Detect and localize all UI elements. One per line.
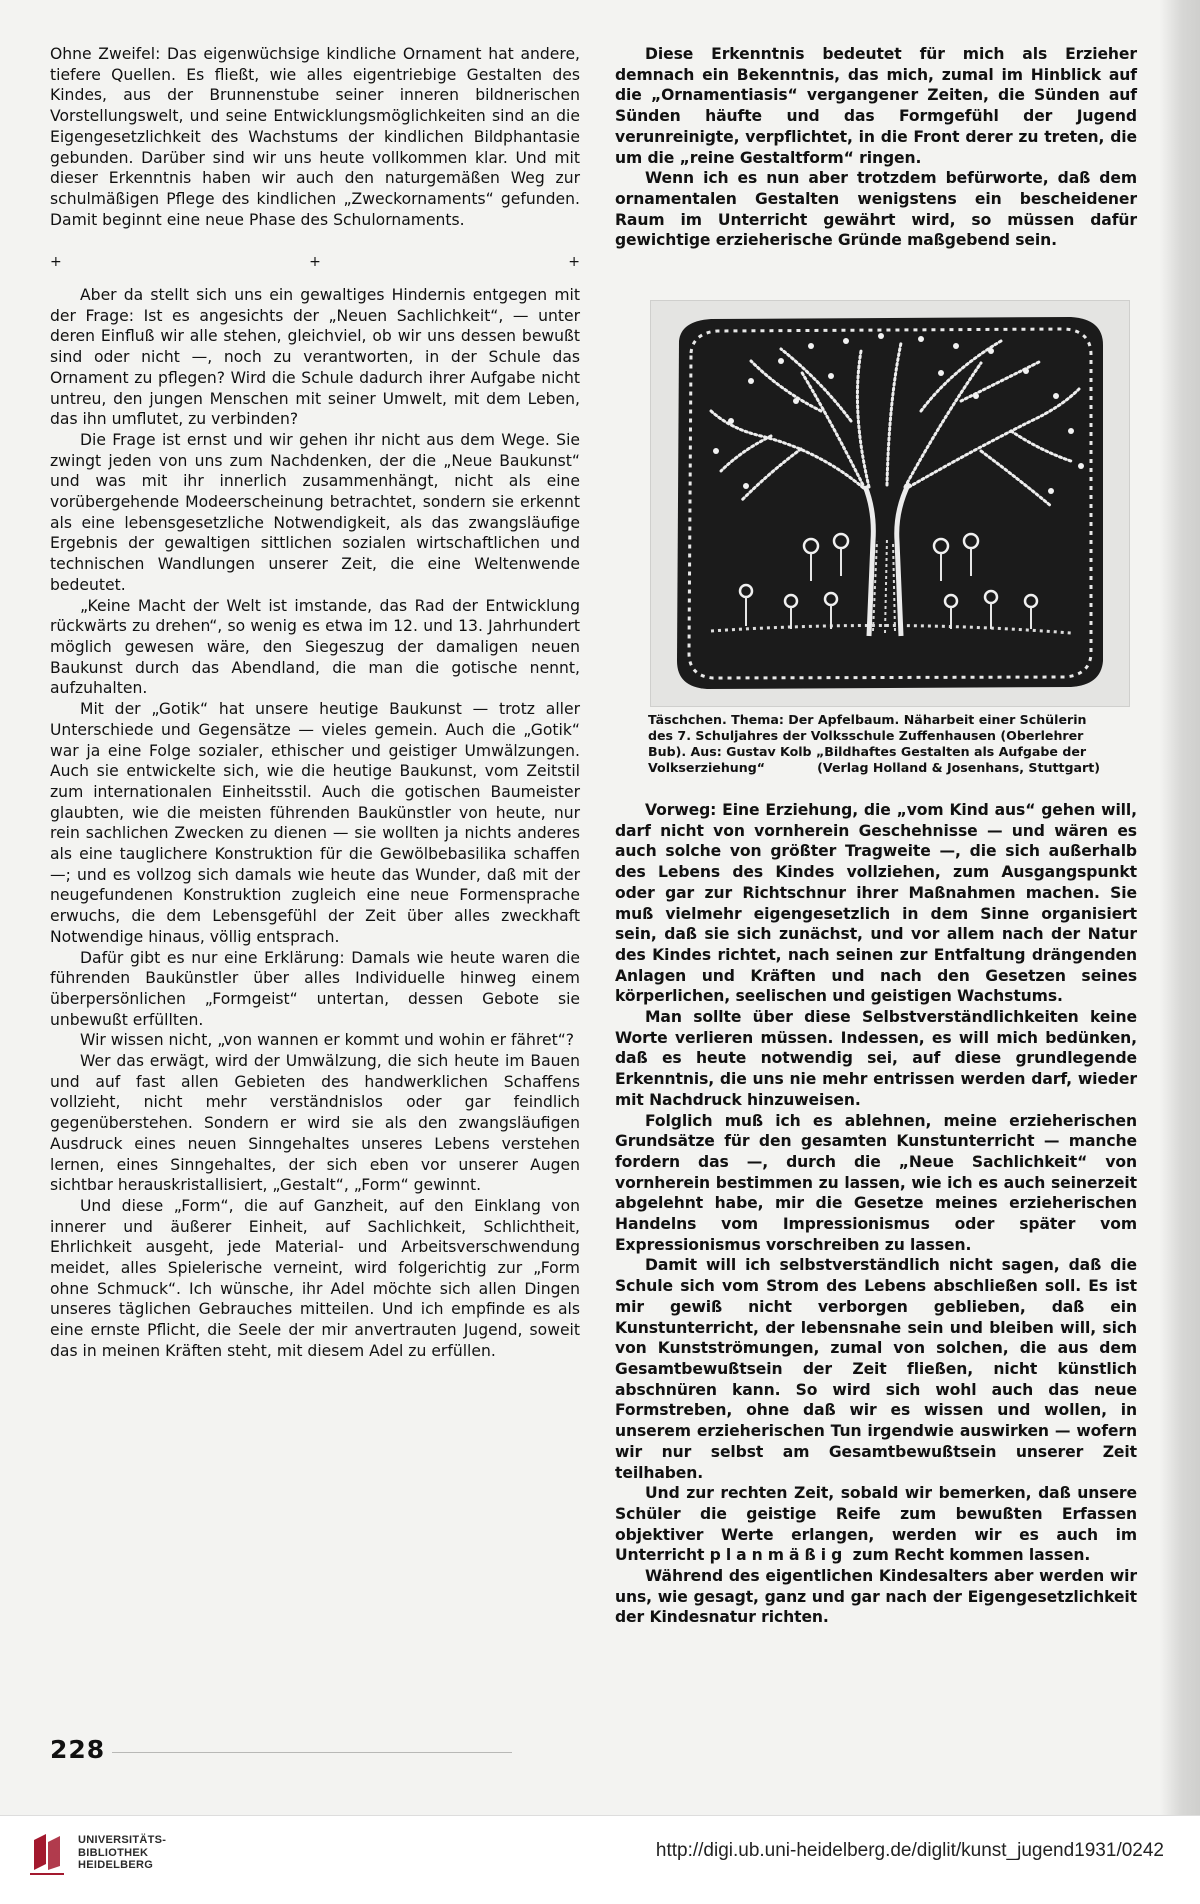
paragraph: Während des eigentlichen Kindesalters aber werden wir uns, wie gesagt, ganz und gar nach der Eigengesetzlichkeit der Kindesnatur richten. (615, 1567, 1137, 1627)
viewer-footer (0, 1815, 1200, 1904)
caption-last-left: Volkserziehung“ (648, 760, 766, 775)
left-text-column (50, 44, 580, 1362)
library-line: UNIVERSITÄTS- (78, 1834, 167, 1846)
paragraph: Und diese „Form“, die auf Ganzheit, auf den Einklang von innerer und äußerer Einheit, auf Sachlichkeit, Schlichtheit, Ehrlichkeit ausgeht, jede Material- und Arbeitsverschwendung meidet, alles Spielerische verneint, wird folgerichtig zur „Form ohne Schmuck“. Ich wünsche, ihr Adel möchte sich allen Dingen unseres täglichen Gebrauches mitteilen. Und ich empfinde es als eine ernste Pflicht, die Seele der mir anvertrauten Jugend, soweit das in meinen Kräften steht, mit diesem Adel zu erfüllen. (50, 1196, 580, 1360)
paragraph: Folglich muß ich es ablehnen, meine erzieherischen Grundsätze für den gesamten Kunstunterricht — manche fordern das —, durch die „Neue Sachlichkeit“ von vornherein bestimmen zu lassen, wie ich es auch seinerzeit abgelehnt habe, mir die Gesetze meines erzieherischen Handelns vom Impressionismus oder später vom Expressionismus vorschreiben zu lassen. (615, 1111, 1137, 1254)
section-separator (50, 252, 580, 273)
paragraph: Wer das erwägt, wird der Umwälzung, die sich heute im Bauen und auf fast allen Gebieten des handwerklichen Schaffens vollzieht, nicht mehr verständnislos oder gar feindlich gegenüberstehen. Sondern er wird sie als den zwangsläufigen Ausdruck eines neuen Sinngehaltes unseres Lebens verstehen lernen, eines Sinngehaltes, der sich eben vor unserer Augen sichtbar herauskristallisiert, „Gestalt“, „Form“ gewinnt. (50, 1052, 580, 1195)
text-run: Und zur rechten Zeit, sobald wir bemerken, daß unsere Schüler die geistige Reife zum bewußten Erfassen objektiver Werte erlangen, werden wir es auch im Unterricht (615, 1484, 1137, 1565)
paragraph (615, 1483, 1137, 1566)
paragraph: Aber da stellt sich uns ein gewaltiges Hindernis entgegen mit der Frage: Ist es angesichts der „Neuen Sachlichkeit“, — unter deren Einfluß wir alle stehen, gleichviel, ob wir uns dessen bewußt sind oder nicht —, noch zu verantworten, in der Schule das Ornament zu pflegen? Wird die Schule dadurch ihrer Aufgabe nicht untreu, den jungen Menschen mit seiner Umwelt, mit dem Leben, das ihn umflutet, zu verbinden? (50, 286, 580, 429)
separator-cross: + (50, 254, 62, 271)
right-text-column-top (615, 44, 1137, 251)
library-line: HEIDELBERG (78, 1859, 154, 1871)
caption-last-right: (Verlag Holland & Josenhans, Stuttgart) (817, 760, 1100, 775)
paragraph: Wir wissen nicht, „von wannen er kommt und wohin er fähret“? (80, 1031, 575, 1050)
library-line: BIBLIOTHEK (78, 1846, 149, 1859)
university-library-logo-icon (28, 1830, 70, 1876)
caption-line: des 7. Schuljahres der Volksschule Zuffenhausen (Oberlehrer (648, 728, 1084, 743)
right-text-column-bottom (615, 800, 1137, 1628)
source-url[interactable]: http://digi.ub.uni-heidelberg.de/diglit/kunst_jugend1931/0242 (655, 1840, 1164, 1861)
separator-cross: + (309, 254, 321, 271)
figure-caption (648, 712, 1100, 776)
paragraph: Dafür gibt es nur eine Erklärung: Damals wie heute waren die führenden Baukünstler über alles Individuelle hinweg einem überpersönlichen „Formgeist“ untertan, dessen Gebote sie unbewußt erfüllten. (50, 948, 580, 1029)
library-name (78, 1834, 166, 1872)
separator-cross: + (568, 254, 580, 271)
text-run: zum Recht kommen lassen. (847, 1546, 1091, 1565)
paragraph: Damit will ich selbstverständlich nicht sagen, daß die Schule sich vom Strom des Lebens abschließen soll. Es ist mir gewiß nicht verborgen geblieben, daß ein Kunstunterricht, der lebensnahe sein und bleiben will, sich von Kunstströmungen, zumal von solchen, die aus dem Gesamtbewußtsein der Zeit fließen, nicht künstlich abschnüren kann. So wird sich wohl auch das neue Formstreben, ohne daß wir es wissen und wollen, in unserem erzieherischen Tun irgendwie auswirken — wofern wir nur selbst am Gesamtbewußtsein unserer Zeit teilhaben. (615, 1256, 1137, 1482)
spaced-emphasis: planmäßig (709, 1546, 848, 1565)
apple-tree-embroidery-image (651, 301, 1129, 706)
paragraph: Die Frage ist ernst und wir gehen ihr nicht aus dem Wege. Sie zwingt jeden von uns zum Nachdenken, der die „Neue Baukunst“ und was mit ihr innerlich zusammenhängt, nicht als eine vorübergehende Modeerscheinung betrachtet, sondern sie erkennt als eine lebensgesetzliche Notwendigkeit, als das zwangsläufige Ergebnis der gewaltigen sittlichen sozialen wirtschaftlichen und technischen Wandlungen unserer Zeit, die eine Weltenwende bedeutet. (50, 430, 580, 594)
caption-line: Bub). Aus: Gustav Kolb „Bildhaftes Gestalten als Aufgabe der (648, 744, 1087, 759)
paragraph: Mit der „Gotik“ hat unsere heutige Baukunst — trotz aller Unterschiede und Gegensätze — vieles gemein. Auch die „Gotik“ war ja eine Folge sozialer, ethischer und geistiger Umwälzungen. Auch sie entwickelte sich, wie die heutige Baukunst, vom Zeitstil zum internationalen Einheitsstil. Auch die gotischen Baumeister glaubten, wie die meisten führenden Baukünstler von heute, nur rein sachlichen Zwecken zu dienen — sie wollten ja nichts anderes als eine tauglichere Konstruktion für die Gewölbebasilika schaffen —; und es vollzog sich damals wie heute das Wunder, daß mit der neugefundenen Konstruktion zugleich eine neue Formensprache erwuchs, die dem Lebensgefühl der Zeit über alles zweckhaft Notwendige hinaus, völlig entsprach. (50, 700, 580, 946)
paragraph: Wenn ich es nun aber trotzdem befürworte, daß dem ornamentalen Gestalten wenigstens ein bescheidener Raum im Unterricht gewährt wird, so müssen dafür gewichtige erzieherische Gründe maßgebend sein. (615, 169, 1137, 250)
embroidery-photo (650, 300, 1130, 707)
paragraph: Ohne Zweifel: Das eigenwüchsige kindliche Ornament hat andere, tiefere Quellen. Es fließt, wie alles eigentriebige Gestalten des Kindes, aus der Brunnenstube seiner inneren bildnerischen Vorstellungswelt, und seine Entwicklungsmöglichkeiten sind an die Eigengesetzlichkeit des Wachstums der kindlichen Bildphantasie gebunden. Darüber sind wir uns heute vollkommen klar. Und mit dieser Erkenntnis haben wir auch den naturgemäßen Weg zur schulmäßigen Pflege des kindlichen „Zweckornaments“ gefunden. Damit beginnt eine neue Phase des Schulornaments. (50, 45, 580, 229)
paragraph: Diese Erkenntnis bedeutet für mich als Erzieher demnach ein Bekenntnis, das mich, zumal im Hinblick auf die „Ornamentiasis“ vergangener Zeiten, die Sünden auf Sünden häufte und das Formgefühl der Jugend verunreinigte, verpflichtet, in die Front derer zu treten, die um die „reine Gestaltform“ ringen. (615, 45, 1137, 167)
caption-line: Täschchen. Thema: Der Apfelbaum. Näharbeit einer Schülerin (648, 712, 1087, 727)
caption-last-line (648, 760, 1100, 776)
paragraph: „Keine Macht der Welt ist imstande, das Rad der Entwicklung rückwärts zu drehen“, so wenig es etwa im 12. und 13. Jahrhundert möglich gewesen wäre, den Siegeszug der damaligen neuen Baukunst durch das Abendland, die man die gotische nennt, aufzuhalten. (50, 596, 580, 698)
paragraph: Vorweg: Eine Erziehung, die „vom Kind aus“ gehen will, darf nicht von vornherein Geschehnisse — und wären es auch solche von größter Tragweite —, die sich außerhalb des Lebens des Kindes vollziehen, zum Ausgangspunkt oder gar zur Richtschnur ihrer Maßnahmen machen. Sie muß vielmehr eigengesetzlich in dem Sinne organisiert sein, daß sie sich zunächst, und vor allem nach der Natur des Kindes richtet, nach seinen zur Entfaltung drängenden Anlagen und Kräften und nach den Gesetzen seines körperlichen, seelischen und geistigen Wachstums. (615, 801, 1137, 1006)
page-number-rule (112, 1752, 512, 1753)
page-number: 228 (50, 1735, 106, 1764)
paragraph: Man sollte über diese Selbstverständlichkeiten keine Worte verlieren müssen. Indessen, es will mich bedünken, daß es heute notwendig sei, auf diese grundlegende Erkenntnis, die uns nie mehr entrissen werden darf, wieder mit Nachdruck hinzuweisen. (615, 1008, 1137, 1109)
scan-shadow-edge (1160, 0, 1200, 1815)
